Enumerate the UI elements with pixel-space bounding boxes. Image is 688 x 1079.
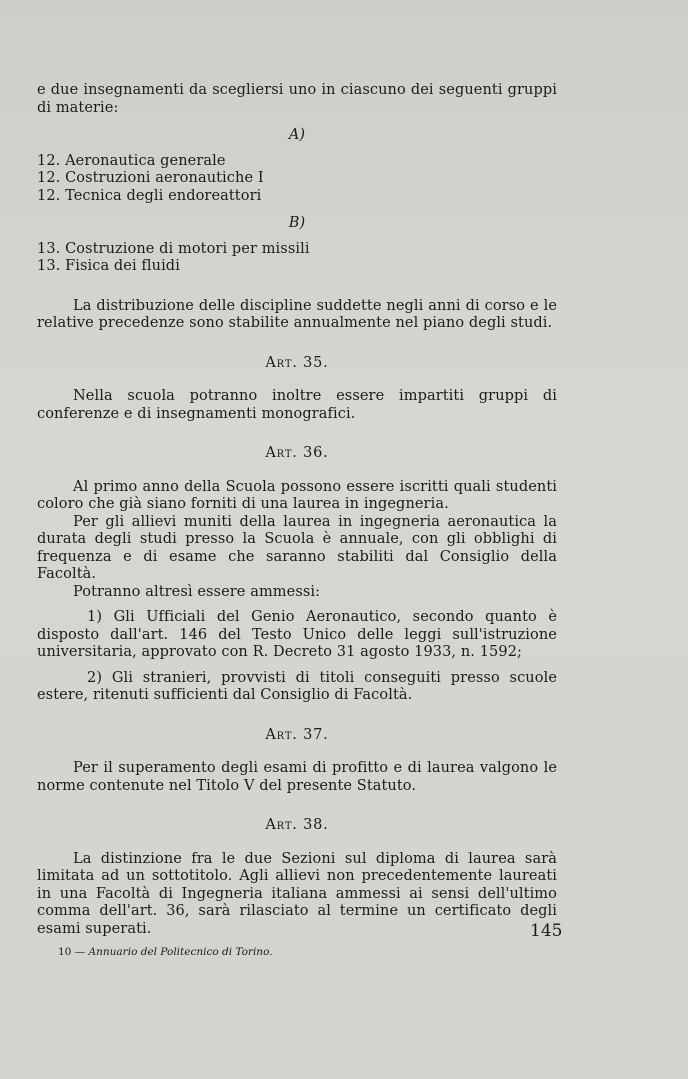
article-36-heading: Art. 36.: [265, 445, 329, 461]
page-number: 145: [530, 921, 563, 941]
article-36-paragraph-2: Per gli allievi muniti della laurea in ingegneria aeronautica la durata degli studi presso la Scuola è annuale, con gli obblighi di frequenza e di esame che saranno stabiliti dal Consiglio della Facoltà.: [37, 513, 557, 582]
footer-text: — Annuario del Politecnico di Torino.: [74, 946, 273, 958]
article-35-heading: Art. 35.: [265, 354, 329, 371]
footer-note: [58, 946, 273, 958]
article-36-paragraph-1: Al primo anno della Scuola possono essere iscritti quali studenti coloro che già siano forniti di una laurea in ingegneria.: [37, 478, 557, 512]
article-35-text: Nella scuola potranno inoltre essere impartiti gruppi di conferenze e di insegnamenti monografici.: [37, 388, 557, 422]
distribution-paragraph: La distribuzione delle discipline suddette negli anni di corso e le relative precedenze sono stabilite annualmente nel piano degli studi.: [37, 297, 557, 331]
list-item: 13. Costruzione di motori per missili: [37, 240, 310, 257]
article-36-item-2: 2) Gli stranieri, provvisti di titoli conseguiti presso scuole estere, ritenuti sufficienti dal Consiglio di Facoltà.: [37, 669, 557, 703]
footer-signature-number: 10: [58, 946, 72, 958]
page-body: [37, 82, 557, 938]
article-36-item-1: 1) Gli Ufficiali del Genio Aeronautico, secondo quanto è disposto dall'art. 146 del Testo Unico delle leggi sull'istruzione universitaria, approvato con R. Decreto 31 agosto 1933, n. 1592;: [37, 609, 557, 660]
article-38-heading: Art. 38.: [265, 817, 329, 833]
list-item: 12. Tecnica degli endoreattori: [37, 187, 262, 204]
article-36-paragraph-3: Potranno altresì essere ammessi:: [73, 583, 321, 600]
article-37-heading: Art. 37.: [265, 726, 329, 743]
group-a-label: A): [288, 127, 306, 143]
group-b-list: [37, 241, 557, 276]
list-item: 12. Costruzioni aeronautiche I: [37, 170, 264, 186]
group-a-list: [37, 153, 557, 206]
article-38-text: La distinzione fra le due Sezioni sul diploma di laurea sarà limitata ad un sottotitolo. Agli allievi non precedentemente laureati in una Facoltà di Ingegneria italiana ammessi ai sensi dell'ultimo comma dell'art. 36, sarà rilasciato al termine un certificato degli esami superati.: [37, 850, 557, 937]
intro-paragraph: e due insegnamenti da scegliersi uno in ciascuno dei seguenti gruppi di materie:: [37, 82, 557, 116]
list-item: 13. Fisica dei fluidi: [37, 258, 180, 274]
article-37-text: Per il superamento degli esami di profitto e di laurea valgono le norme contenute nel Titolo V del presente Statuto.: [37, 760, 557, 794]
list-item: 12. Aeronautica generale: [37, 152, 226, 169]
group-b-label: B): [288, 215, 306, 231]
